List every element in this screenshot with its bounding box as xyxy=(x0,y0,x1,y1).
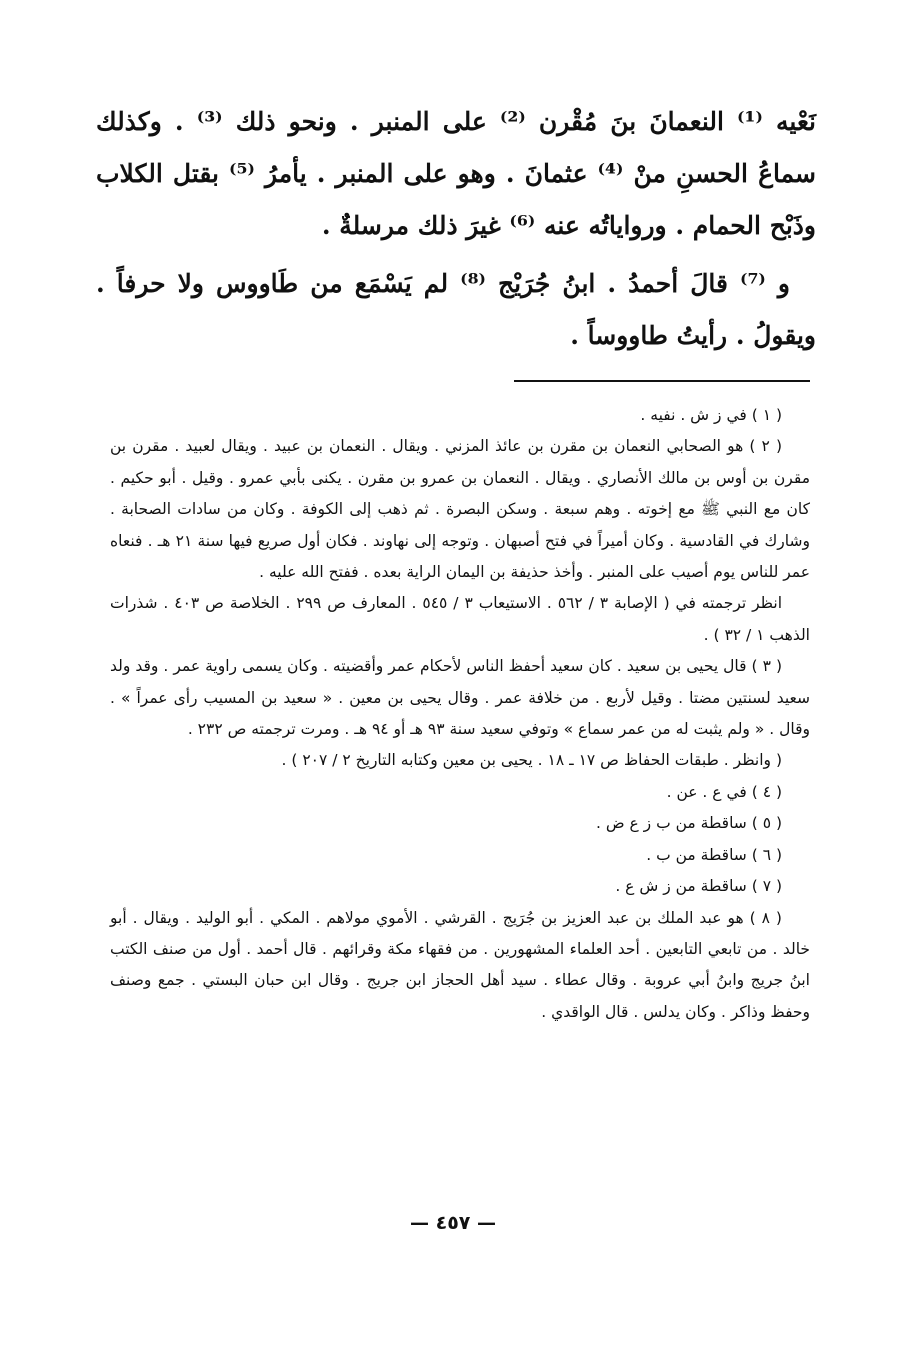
footnote-8: ( ٨ ) هو عبد الملك بن عبد العزيز بن جُرَيج . القرشي . الأموي مولاهم . المكي . أبو الوليد . ويقال . أبو خالد . من تابعي التابعين . أحد العلماء المشهورين . من فقهاء مكة وقرائهم . قال أحمد . أول من صنف الكتب ابنُ جريج وابنُ أبي عروبة . وقال عطاء . سيد أهل الحجاز ابن جريج . وقال ابن حبان البستي . جمع وصنف وحفظ وذاكر . وكان يدلس . قال الواقدي . xyxy=(110,908,810,1021)
footnote-5: ( ٥ ) ساقطة من ب ز ع ض . xyxy=(595,814,782,833)
footnote-3-references: ( وانظر . طبقات الحفاظ ص ١٧ ـ ١٨ . يحيى بن معين وكتابه التاريخ ٢ / ٢٠٧ ) . xyxy=(281,751,782,770)
page-number: — ٤٥٧ — xyxy=(409,1212,497,1234)
footnote-2: ( ٢ ) هو الصحابي النعمان بن مقرن بن عائذ المزني . ويقال . النعمان بن عبيد . ويقال لعبيد . مقرن بن مقرن بن أوس بن مالك الأنصاري . ويقال . النعمان بن عمرو بن مقرن . يكنى بأبي عمرو . وقيل . أبو حكيم . كان مع النبي ﷺ مع إخوته . وهم سبعة . وسكن البصرة . ثم ذهب إلى الكوفة . وكان من سادات الصحابة . وشارك في القادسية . وكان أميراً في فتح أصبهان . وتوجه إلى نهاوند . فكان أول صريع فيها سنة ٢١ هـ . فنعاه عمر للناس يوم أصيب على المنبر . وأخذ حذيفة بن اليمان الراية بعده . ففتح الله عليه . xyxy=(110,437,810,582)
footnote-separator xyxy=(514,380,810,382)
footnote-1: ( ١ ) في ز ش . نفيه . xyxy=(640,406,782,424)
main-text xyxy=(96,96,816,368)
footnote-4: ( ٤ ) في ع . عن . xyxy=(666,782,782,801)
main-paragraph-2: و ⁽⁷⁾ قالَ أحمدُ . ابنُ جُرَيْج ⁽⁸⁾ لم يَسْمَع من طَاووس ولا حرفاً . ويقولُ . رأيتُ طاووساً . xyxy=(96,269,816,350)
footnote-3: ( ٣ ) قال يحيى بن سعيد . كان سعيد أحفظ الناس لأحكام عمر وأقضيته . وكان يسمى راوية عمر . وقد ولد سعيد لسنتين مضتا . وقيل لأربع . من خلافة عمر . وقال يحيى بن معين . « سعيد بن المسيب رأى عمراً » . وقال . « ولم يثبت له من عمر سماع » وتوفي سعيد سنة ٩٣ هـ أو ٩٤ هـ . ومرت ترجمته ص ٢٣٢ . xyxy=(110,657,810,739)
main-paragraph-1: نَعْيه ⁽¹⁾ النعمانَ بنَ مُقْرن ⁽²⁾ على المنبر . ونحو ذلك ⁽³⁾ . وكذلك سماعُ الحسنِ منْ ⁽⁴⁾ عثمانَ . وهو على المنبر . يأمرُ ⁽⁵⁾ بقتل الكلاب وذَبْح الحمام . ورواياتُه عنه ⁽⁶⁾ غيرَ ذلك مرسلةٌ . xyxy=(96,107,816,240)
footnote-7: ( ٧ ) ساقطة من ز ش ع . xyxy=(615,877,782,896)
footnotes xyxy=(110,400,810,1028)
footnote-6: ( ٦ ) ساقطة من ب . xyxy=(646,845,782,864)
footnote-2-references: انظر ترجمته في ( الإصابة ٣ / ٥٦٢ . الاستيعاب ٣ / ٥٤٥ . المعارف ص ٢٩٩ . الخلاصة ص ٤٠٣ . شذرات الذهب ١ / ٣٢ ) . xyxy=(110,594,810,644)
